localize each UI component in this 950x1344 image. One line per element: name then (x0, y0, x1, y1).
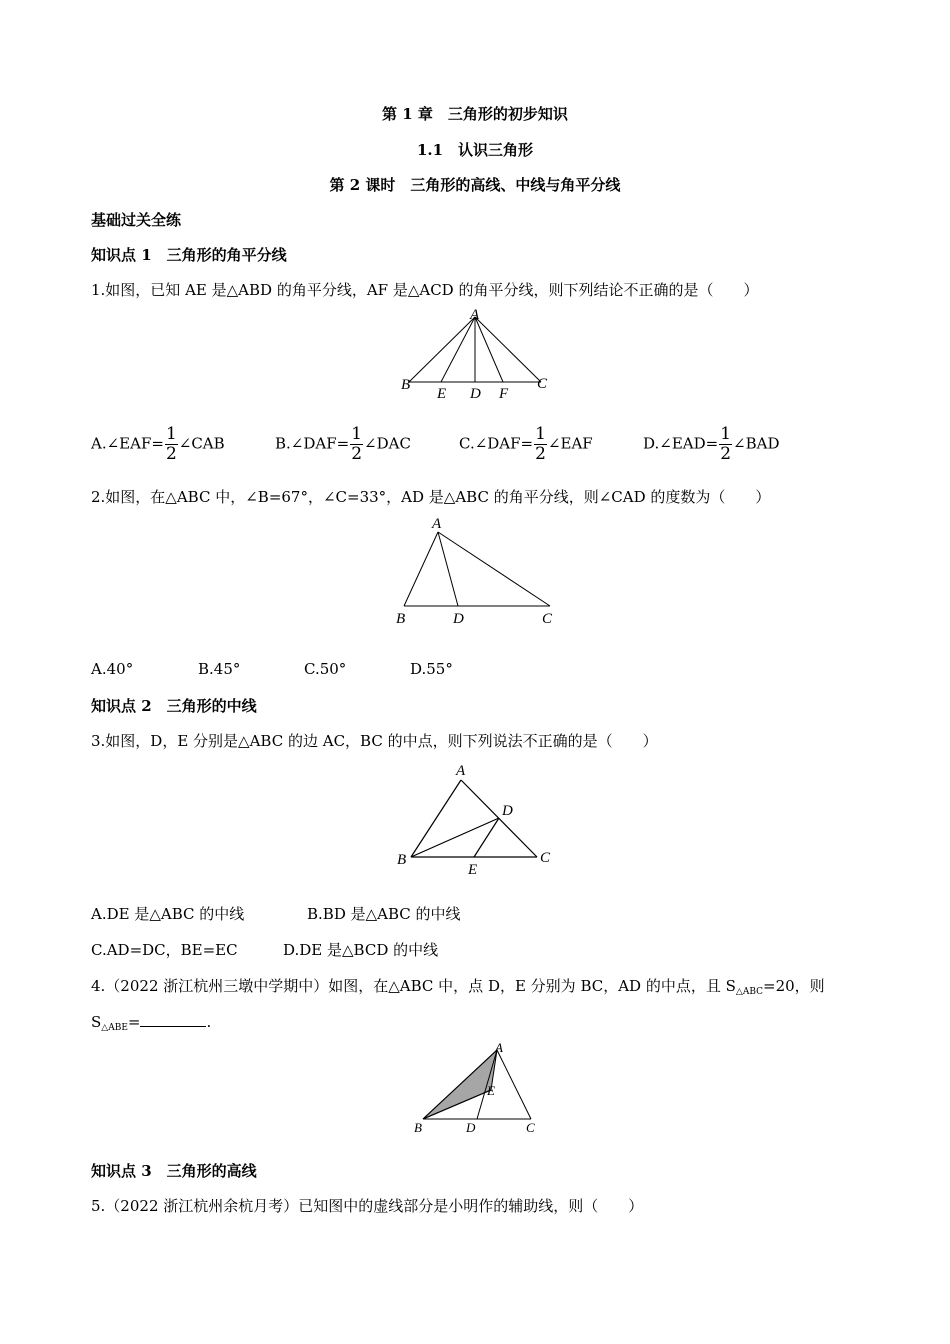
question-5-text: 5.（2022 浙江杭州余杭月考）已知图中的虚线部分是小明作的辅助线，则（ ） (91, 1197, 644, 1215)
question-3-option-d: D.DE 是△BCD 的中线 (283, 941, 439, 959)
q2-label-B: B (396, 611, 406, 627)
q1-label-A: A (470, 307, 480, 323)
knowledge-point-1-heading: 知识点 1 三角形的角平分线 (91, 246, 287, 264)
question-1-option-d: D.∠EAD= $\frac{1}{2}$ ∠BAD (643, 424, 780, 464)
q1-label-C: C (537, 376, 548, 392)
q4-label-C: C (526, 1120, 535, 1135)
q4-label-A: A (495, 1040, 503, 1055)
question-4-figure (405, 1036, 550, 1138)
q2-label-C: C (542, 611, 553, 627)
fraction-half: $\frac{1}{2}$ (351, 424, 363, 464)
question-3-figure (392, 756, 562, 880)
q4-label-D: D (466, 1120, 476, 1135)
fraction-half: $\frac{1}{2}$ (720, 424, 732, 464)
q3-label-C: C (540, 850, 551, 866)
q3-label-D: D (502, 803, 513, 819)
section-title: 1.1 认识三角形 (416, 141, 534, 159)
lesson-title: 第 2 课时 三角形的高线、中线与角平分线 (329, 176, 621, 194)
question-1-option-a: A.∠EAF= $\frac{1}{2}$ ∠CAB (91, 424, 225, 464)
basic-practice-heading: 基础过关全练 (91, 211, 182, 229)
question-3-option-c: C.AD=DC，BE=EC (91, 941, 238, 959)
question-4-answer-line: $S_{\triangle ABE}=$ . (91, 1013, 212, 1033)
question-2-option-d: D.55° (410, 660, 453, 678)
q2-label-A: A (432, 516, 442, 532)
question-2-text: 2.如图，在△ABC 中，∠B=67°，∠C=33°，AD 是△ABC 的角平分线，则∠CAD 的度数为（ ） (91, 488, 771, 506)
fraction-half: $\frac{1}{2}$ (535, 424, 546, 464)
q4-label-B: B (414, 1120, 422, 1135)
question-2-option-a: A.40° (91, 660, 134, 678)
question-2-figure (390, 512, 565, 632)
question-3-text: 3.如图，D，E 分别是△ABC 的边 AC，BC 的中点，则下列说法不正确的是（ ） (91, 732, 658, 750)
q4-label-E: E (487, 1083, 495, 1098)
chapter-title: 第 1 章 三角形的初步知识 (382, 105, 568, 123)
question-2-option-b: B.45° (198, 660, 241, 678)
question-4-text: 4.（2022 浙江杭州三墩中学期中）如图，在△ABC 中，点 D，E 分别为 BC，AD 的中点，且 $S_{\triangle ABC}=20$，则 (91, 977, 825, 997)
q1-label-D: D (470, 386, 481, 400)
q3-label-A: A (456, 763, 466, 779)
knowledge-point-2-heading: 知识点 2 三角形的中线 (91, 697, 257, 715)
q2-label-D: D (453, 611, 464, 627)
question-1-text: 1.如图，已知 AE 是△ABD 的角平分线，AF 是△ACD 的角平分线，则下列结论不正确的是（ ） (91, 281, 759, 299)
question-3-option-b: B.BD 是△ABC 的中线 (307, 905, 461, 923)
answer-blank[interactable] (140, 1014, 206, 1027)
question-1-option-b: B.∠DAF= $\frac{1}{2}$ ∠DAC (275, 424, 411, 464)
question-1-figure (395, 305, 560, 400)
q1-label-E: E (437, 386, 447, 400)
question-3-option-a: A.DE 是△ABC 的中线 (91, 905, 245, 923)
q3-label-B: B (397, 852, 407, 868)
q1-label-F: F (499, 386, 509, 400)
question-2-option-c: C.50° (304, 660, 347, 678)
knowledge-point-3-heading: 知识点 3 三角形的高线 (91, 1162, 257, 1180)
fraction-half: $\frac{1}{2}$ (165, 424, 177, 464)
question-1-option-c: C.∠DAF= $\frac{1}{2}$ ∠EAF (459, 424, 593, 464)
q1-label-B: B (401, 377, 411, 393)
q3-label-E: E (468, 862, 478, 878)
